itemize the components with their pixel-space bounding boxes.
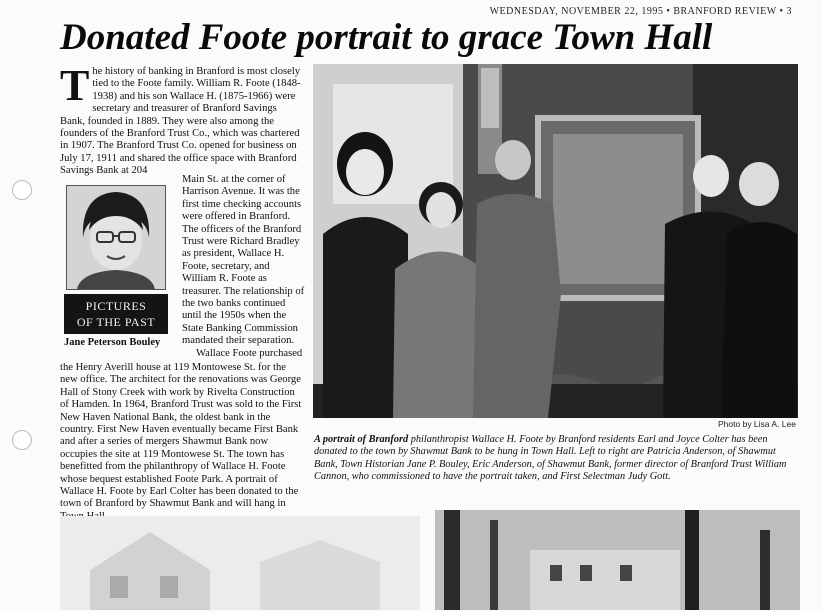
bottom-photos-graphic — [60, 510, 800, 610]
column-banner-line-1: PICTURES — [85, 299, 147, 313]
headline: Donated Foote portrait to grace Town Hall — [60, 17, 713, 58]
binder-hole — [12, 430, 32, 450]
article-paragraph-2-start: Wallace Foote purchased — [196, 347, 303, 359]
drop-cap: T — [60, 61, 90, 110]
caption-lead: A portrait of Branford — [314, 434, 409, 445]
page-folio: WEDNESDAY, NOVEMBER 22, 1995 • BRANFORD REVIEW • 3 — [489, 6, 792, 17]
article-paragraph-1-continued: Main St. at the corner of Harrison Avenue. It was the first time checking accounts were offered in Branford. The officers of the Branford Trust were Richard Bradley as president, Wallace H. Foote, secretary, and William R. Foote as treasurer. The relationship of the two banks continued until the 1950s when the State Banking Commission mandated their separation. — [182, 174, 305, 347]
bottom-photos-strip — [60, 510, 800, 610]
article-column-top — [60, 61, 304, 178]
column-banner — [64, 294, 168, 334]
byline: Jane Peterson Bouley — [64, 337, 161, 348]
column-banner-line-2: OF THE PAST — [76, 315, 156, 329]
author-portrait-graphic — [67, 186, 165, 289]
group-photo-graphic — [313, 64, 798, 418]
author-portrait-photo — [66, 185, 166, 290]
article-paragraph-2: the Henry Averill house at 119 Montowese St. for the new office. The architect for the renovations was George Hall of Stony Creek with work by Rivelta Construction of Hamden. In 1964, Branford Trust was sold to the First New Haven National Bank, the oldest bank in the country. First New Haven eventually became First Bank and after a series of mergers Shawmut Bank now occupies the site at 119 Montowese St. The town has benefitted from the philanthropy of Wallace H. Foote whose bequest established Foote Park. A portrait of Wallace H. Foote by Earl Colter has been donated to the town of Branford by Shawmut Bank and will hang in — [60, 362, 302, 510]
article-paragraph-1: he history of banking in Branford is most closely tied to the Foote family. William R. Foote (1848-1938) and his son Wallace H. (1875-1966) were secretary and treasurer of Branford Savings Bank, founded in 1889. They were also among the founders of the Branford Trust Co., which was chartered in 1907. The Branford Trust Co. opened for business on July 17, 1911 and shared the office space with Branford Savings Bank at 204 — [60, 66, 301, 177]
caption-body: philanthropist Wallace H. Foote by Branford residents Earl and Joyce Colter has been donated to the town by Shawmut Bank to be hung in Town Hall. Left to right are Patricia Anderson, of Shawmut Bank, Town Historian Jane P. Bouley, Eric Anderson, of Shawmut Bank, former director of Branford Trust William Cannon, who commissioned to have the portrait taken, and First Selectman Judy Gott. — [314, 434, 787, 483]
article-column-side — [182, 174, 306, 360]
main-photo — [313, 64, 798, 418]
binder-hole — [12, 180, 32, 200]
photo-credit: Photo by Lisa A. Lee — [718, 419, 796, 429]
article-column-bottom — [60, 362, 306, 523]
photo-caption — [314, 434, 798, 484]
